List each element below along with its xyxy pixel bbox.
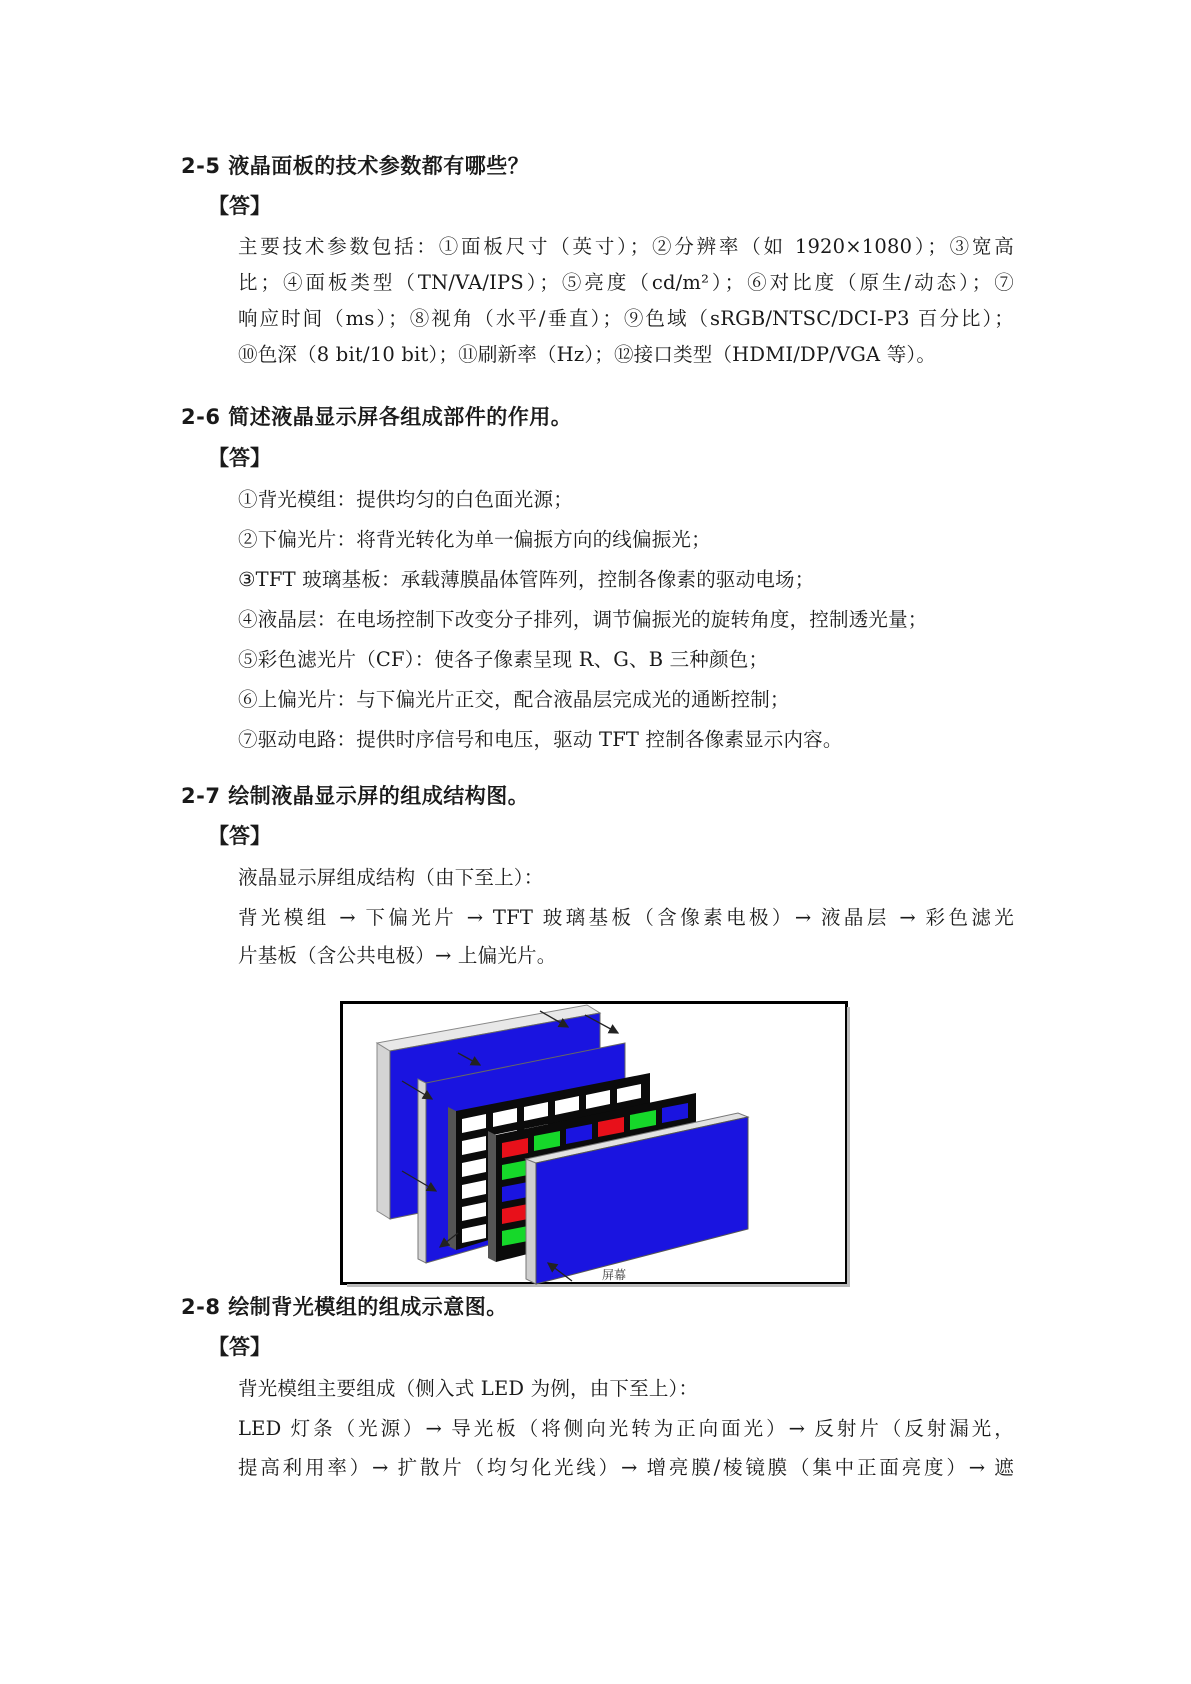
- answer-2-8-line-3: 提高利用率）→ 扩散片（均匀化光线）→ 增亮膜/棱镜膜（集中正面亮度）→ 遮: [238, 1456, 1014, 1479]
- answer-2-7-line-2: 背光模组 → 下偏光片 → TFT 玻璃基板（含像素电极）→ 液晶层 → 彩色滤光: [238, 906, 1014, 929]
- answer-label-2-6: 【答】: [208, 446, 271, 470]
- answer-2-6-line-1: ①背光模组：提供均匀的白色面光源；: [238, 488, 573, 511]
- answer-2-6-line-7: ⑦驱动电路：提供时序信号和电压，驱动 TFT 控制各像素显示内容。: [238, 728, 843, 751]
- answer-2-6-line-5: ⑤彩色滤光片（CF）：使各子像素呈现 R、G、B 三种颜色；: [238, 648, 769, 671]
- answer-2-5-line-4: ⑩色深（8 bit/10 bit）；⑪刷新率（Hz）；⑫接口类型（HDMI/DP/VGA 等）。: [238, 343, 937, 366]
- question-2-8-title: 2-8 绘制背光模组的组成示意图。: [181, 1295, 508, 1319]
- answer-2-6-line-2: ②下偏光片：将背光转化为单一偏振方向的线偏振光；: [238, 528, 711, 551]
- answer-label-2-8: 【答】: [208, 1335, 271, 1359]
- screen-label: 屏幕: [602, 1268, 627, 1282]
- answer-2-5-line-3: 响应时间（ms）；⑧视角（水平/垂直）；⑨色域（sRGB/NTSC/DCI-P3 百分比）；: [238, 307, 1014, 330]
- answer-2-8-line-1: 背光模组主要组成（侧入式 LED 为例，由下至上）：: [238, 1377, 699, 1400]
- lcd-structure-figure: [340, 1001, 850, 1287]
- answer-label-2-7: 【答】: [208, 824, 271, 848]
- answer-2-6-line-6: ⑥上偏光片：与下偏光片正交，配合液晶层完成光的通断控制；: [238, 688, 790, 711]
- answer-2-7-line-1: 液晶显示屏组成结构（由下至上）：: [238, 866, 544, 889]
- question-2-5-title: 2-5 液晶面板的技术参数都有哪些？: [181, 154, 530, 178]
- answer-2-6-line-3: ③TFT 玻璃基板：承载薄膜晶体管阵列，控制各像素的驱动电场；: [238, 568, 815, 591]
- answer-label-2-5: 【答】: [208, 194, 271, 218]
- answer-2-7-line-3: 片基板（含公共电极）→ 上偏光片。: [238, 944, 557, 967]
- answer-2-8-line-2: LED 灯条（光源）→ 导光板（将侧向光转为正向面光）→ 反射片（反射漏光，: [238, 1417, 1014, 1440]
- answer-2-5-line-1: 主要技术参数包括：①面板尺寸（英寸）；②分辨率（如 1920×1080）；③宽高: [238, 235, 1014, 258]
- question-2-6-title: 2-6 简述液晶显示屏各组成部件的作用。: [181, 405, 573, 429]
- answer-2-5-line-2: 比；④面板类型（TN/VA/IPS）；⑤亮度（cd/m²）；⑥对比度（原生/动态）；⑦: [238, 271, 1014, 294]
- question-2-7-title: 2-7 绘制液晶显示屏的组成结构图。: [181, 784, 530, 808]
- answer-2-6-line-4: ④液晶层：在电场控制下改变分子排列，调节偏振光的旋转角度，控制透光量；: [238, 608, 928, 631]
